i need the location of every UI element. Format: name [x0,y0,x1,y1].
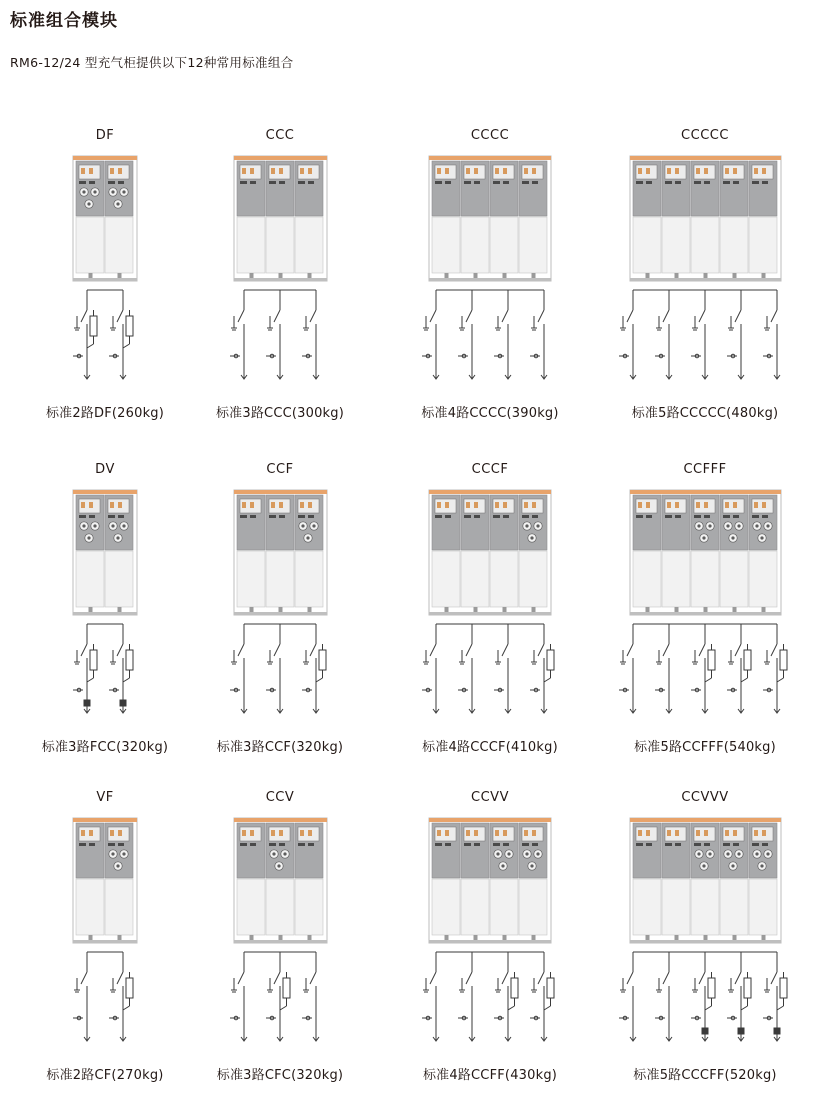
panel-unit-f [749,495,777,612]
branch-c [230,290,247,379]
module-code: CCCC [470,128,510,143]
branch-f [266,952,290,1041]
diagram-branches [422,624,554,713]
switchgear-panel-image [429,818,551,943]
panel-unit-c [76,823,104,940]
panel-unit-f [295,495,323,612]
branch-c [530,290,547,379]
panel-units [73,818,137,943]
diagram-branches [422,952,554,1041]
module-card [600,790,810,1090]
module-card [385,790,595,1090]
switchgear-panel-image [429,490,551,615]
branch-c [655,290,672,379]
branch-f [73,290,97,379]
panel-unit-c [266,161,294,278]
panel-unit-v [691,823,719,940]
panel-unit-f [105,161,133,278]
switchgear-panel-image [630,818,781,943]
module-caption: 标准2路DF(260kg) [45,406,165,421]
branch-c [619,624,636,713]
panel-unit-c [720,161,748,278]
branch-c [422,624,439,713]
panel-unit-c [490,161,518,278]
branch-c [266,624,283,713]
branch-c [691,290,708,379]
single-line-diagram [613,620,797,725]
panel-unit-c [633,161,661,278]
panel-unit-v [105,495,133,612]
panel-units [429,156,551,281]
branch-f [763,624,787,713]
module-caption: 标准5路CCCCC(480kg) [631,406,779,421]
switchgear-panel-image [73,490,137,615]
panel-unit-c [749,161,777,278]
panel-unit-c [519,161,547,278]
panel-units [73,156,137,281]
module-card [385,128,595,428]
panel-unit-c [633,823,661,940]
module-code: DV [95,462,115,477]
branch-f [727,624,751,713]
branch-f [302,624,326,713]
panel-units [630,156,781,281]
single-line-diagram [416,948,564,1053]
branch-c [458,952,475,1041]
module-caption: 标准2路CF(270kg) [46,1068,164,1083]
branch-c [494,624,511,713]
single-line-diagram [67,620,143,725]
panel-unit-f [105,823,133,940]
panel-units [234,156,327,281]
branch-c [655,624,672,713]
panel-unit-f [519,823,547,940]
panel-units [73,490,137,615]
switchgear-panel-image [630,490,781,615]
diagram-branches [73,624,133,713]
branch-c [230,624,247,713]
panel-unit-c [461,161,489,278]
branch-c [230,952,247,1041]
panel-units [429,490,551,615]
branch-c [619,952,636,1041]
module-code: CCFFF [683,462,727,477]
diagram-branches [230,624,326,713]
switchgear-panel-image [73,156,137,281]
module-caption: 标准5路CCCFF(520kg) [633,1068,777,1083]
panel-unit-f [720,495,748,612]
branch-c [73,952,90,1041]
panel-unit-f [76,161,104,278]
panel-unit-v [76,495,104,612]
page-title: 标准组合模块 [10,11,118,31]
single-line-diagram [67,948,143,1053]
single-line-diagram [67,286,143,391]
module-caption: 标准4路CCCC(390kg) [421,406,559,421]
module-caption: 标准3路CFC(320kg) [216,1068,344,1083]
branch-c [655,952,672,1041]
module-caption: 标准4路CCFF(430kg) [422,1068,558,1083]
panel-unit-f [266,823,294,940]
switchgear-panel-image [234,490,327,615]
panel-units [429,818,551,943]
branch-c [458,624,475,713]
single-line-diagram [613,948,797,1053]
module-card [600,462,810,762]
single-line-diagram [416,620,564,725]
diagram-branches [422,290,547,379]
switchgear-panel-image [234,818,327,943]
branch-f [494,952,518,1041]
module-card [175,128,385,428]
panel-unit-c [633,495,661,612]
branch-c [727,290,744,379]
module-caption: 标准3路FCC(320kg) [41,740,169,755]
panel-unit-c [691,161,719,278]
branch-c [619,290,636,379]
branch-c [494,290,511,379]
panel-unit-c [237,823,265,940]
switchgear-panel-image [234,156,327,281]
diagram-branches [73,290,133,379]
module-card [175,462,385,762]
panel-units [234,818,327,943]
panel-unit-c [295,161,323,278]
module-code: CCV [265,790,295,805]
panel-unit-f [490,823,518,940]
diagram-branches [73,952,133,1041]
panel-unit-c [490,495,518,612]
switchgear-panel-image [73,818,137,943]
branch-v [691,952,715,1041]
module-caption: 标准4路CCCF(410kg) [422,740,558,755]
panel-unit-c [662,495,690,612]
branch-v [73,624,97,713]
module-code: CCVVV [681,790,729,805]
branch-c [763,290,780,379]
module-card [175,790,385,1090]
panel-unit-f [691,495,719,612]
module-code: VF [96,790,114,805]
module-caption: 标准5路CCFFF(540kg) [634,740,776,755]
module-code: CCCCC [681,128,729,143]
diagram-branches [230,290,319,379]
panel-unit-c [237,495,265,612]
panel-unit-c [662,823,690,940]
branch-c [422,952,439,1041]
panel-unit-c [295,823,323,940]
panel-unit-c [266,495,294,612]
module-caption: 标准3路CCF(320kg) [216,740,344,755]
panel-unit-v [749,823,777,940]
single-line-diagram [224,620,336,725]
single-line-diagram [224,286,336,391]
module-code: CCF [266,462,294,477]
diagram-branches [619,952,787,1041]
branch-f [530,624,554,713]
panel-unit-v [720,823,748,940]
switchgear-panel-image [429,156,551,281]
branch-c [266,290,283,379]
branch-v [763,952,787,1041]
branch-c [458,290,475,379]
single-line-diagram [416,286,564,391]
panel-unit-f [519,495,547,612]
branch-c [302,290,319,379]
module-card [600,128,810,428]
panel-units [630,490,781,615]
panel-unit-c [432,823,460,940]
branch-v [109,624,133,713]
diagram-branches [619,290,780,379]
switchgear-panel-image [630,156,781,281]
single-line-diagram [224,948,336,1053]
panel-units [630,818,781,943]
module-code: CCVV [471,790,509,805]
panel-unit-c [461,823,489,940]
panel-unit-c [461,495,489,612]
diagram-branches [619,624,787,713]
module-caption: 标准3路CCC(300kg) [215,406,345,421]
branch-c [422,290,439,379]
module-code: CCCF [471,462,509,477]
panel-unit-c [662,161,690,278]
single-line-diagram [613,286,797,391]
panel-unit-c [432,161,460,278]
branch-v [727,952,751,1041]
branch-f [530,952,554,1041]
module-code: CCC [265,128,295,143]
page-subtitle: RM6-12/24 型充气柜提供以下12种常用标准组合 [10,55,294,70]
panel-unit-c [432,495,460,612]
branch-f [691,624,715,713]
branch-f [109,952,133,1041]
branch-c [302,952,319,1041]
branch-f [109,290,133,379]
panel-units [234,490,327,615]
module-code: DF [95,128,115,143]
module-card [385,462,595,762]
diagram-branches [230,952,319,1041]
panel-unit-c [237,161,265,278]
